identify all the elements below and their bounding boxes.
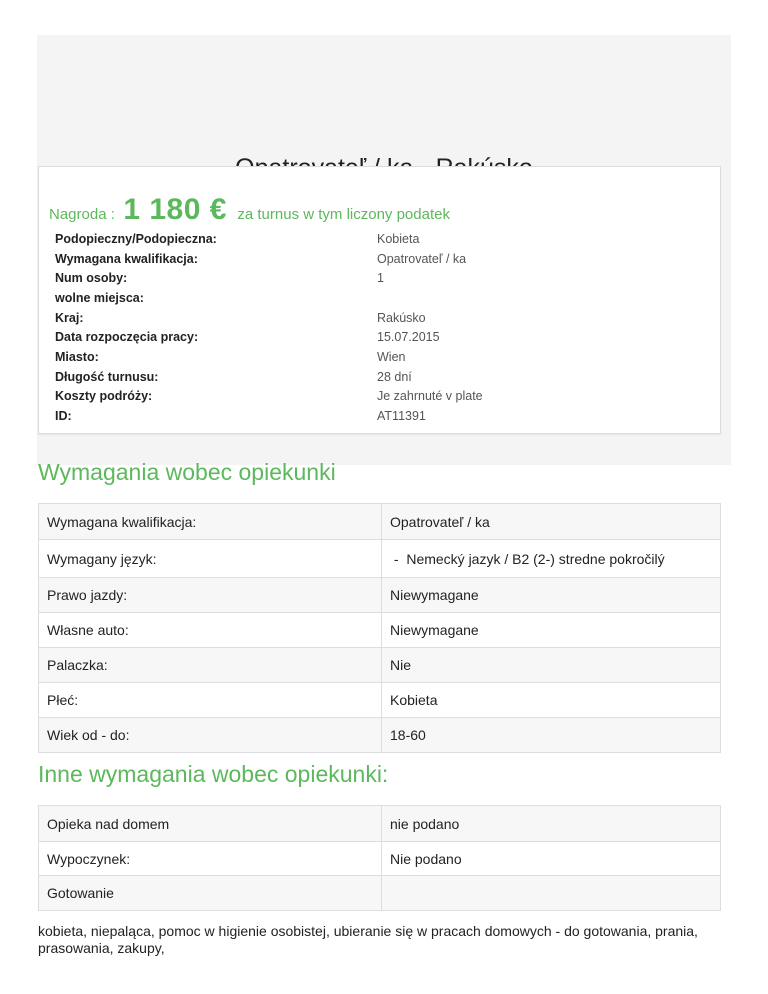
detail-value: 28 dní [377, 369, 412, 384]
detail-row [55, 406, 715, 426]
other-requirements-table [38, 805, 721, 911]
detail-value: 15.07.2015 [377, 330, 440, 345]
detail-value: Rakúsko [377, 310, 426, 325]
detail-value [377, 288, 715, 308]
requirement-label: Wymagana kwalifikacja: [39, 504, 382, 540]
offer-details-table [55, 229, 715, 426]
offer-summary-card [38, 166, 721, 434]
detail-row [55, 249, 715, 269]
detail-value: AT11391 [377, 409, 426, 424]
requirement-label: Własne auto: [39, 613, 382, 648]
detail-row [55, 347, 715, 367]
detail-value: Je zahrnuté v plate [377, 389, 483, 404]
detail-label: Koszty podróży: [55, 389, 153, 404]
detail-label: ID: [55, 409, 72, 424]
detail-label: wolne miejsca: [55, 290, 144, 305]
requirement-value: - Nemecký jazyk / B2 (2-) stredne pokročilý [382, 540, 721, 578]
requirement-value: Nie [382, 648, 721, 683]
reward-line [49, 193, 450, 227]
detail-label: Data rozpoczęcia pracy: [55, 330, 199, 345]
table-row [39, 613, 721, 648]
table-row [39, 806, 721, 842]
detail-row [55, 327, 715, 347]
detail-label: Długość turnusu: [55, 369, 159, 384]
detail-label: Wymagana kwalifikacja: [55, 251, 198, 266]
requirement-label: Wiek od - do: [39, 718, 382, 753]
requirement-label: Opieka nad domem [39, 806, 382, 842]
detail-label: Kraj: [55, 310, 84, 325]
detail-row [55, 288, 715, 308]
requirement-value: Niewymagane [382, 578, 721, 613]
detail-row [55, 367, 715, 387]
detail-row [55, 229, 715, 249]
requirement-label: Wymagany język: [39, 540, 382, 578]
requirement-value: Kobieta [382, 683, 721, 718]
detail-label: Num osoby: [55, 271, 128, 286]
table-row [39, 504, 721, 540]
table-row [39, 876, 721, 911]
table-row [39, 718, 721, 753]
requirement-value: Opatrovateľ / ka [382, 504, 721, 540]
table-row [39, 540, 721, 578]
reward-label: Nagroda : [49, 206, 115, 223]
requirement-value: Nie podano [382, 842, 721, 876]
requirement-value: 18-60 [382, 718, 721, 753]
detail-label: Miasto: [55, 349, 99, 364]
table-row [39, 578, 721, 613]
detail-value: Kobieta [377, 231, 420, 246]
requirements-table [38, 503, 721, 753]
detail-row [55, 308, 715, 328]
table-row [39, 842, 721, 876]
table-row [39, 683, 721, 718]
reward-amount: 1 180 € [123, 193, 227, 226]
requirement-label: Wypoczynek: [39, 842, 382, 876]
other-requirements-heading: Inne wymagania wobec opiekunki: [38, 761, 389, 787]
requirement-label: Gotowanie [39, 876, 382, 911]
requirement-value: nie podano [382, 806, 721, 842]
detail-row [55, 268, 715, 288]
table-row [39, 648, 721, 683]
requirement-label: Palaczka: [39, 648, 382, 683]
detail-row [55, 387, 715, 407]
detail-label: Podopieczny/Podopieczna: [55, 231, 217, 246]
detail-value: Opatrovateľ / ka [377, 251, 467, 266]
requirement-value: Niewymagane [382, 613, 721, 648]
job-description: kobieta, niepaląca, pomoc w higienie osobistej, ubieranie się w pracach domowych - do gotowania, prania, prasowania, zakupy, [38, 923, 698, 956]
reward-note: za turnus w tym liczony podatek [237, 206, 450, 223]
requirement-label: Prawo jazdy: [39, 578, 382, 613]
requirement-value [382, 876, 721, 911]
requirements-heading: Wymagania wobec opiekunki [38, 459, 336, 485]
requirement-label: Płeć: [39, 683, 382, 718]
detail-value: Wien [377, 349, 406, 364]
detail-value: 1 [377, 271, 384, 286]
